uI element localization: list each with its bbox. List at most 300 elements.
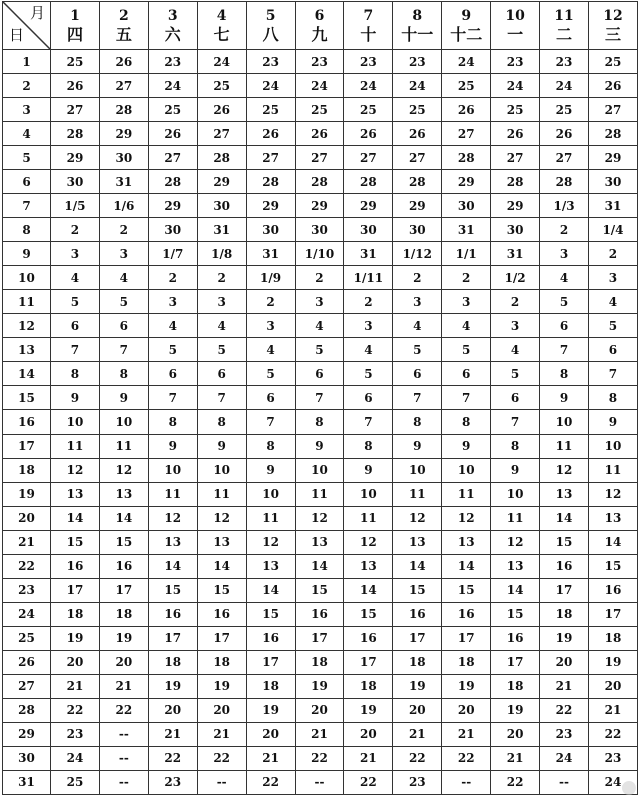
lunar-month-label: 十 bbox=[360, 24, 377, 44]
table-cell: 22 bbox=[588, 722, 637, 746]
table-cell: 29 bbox=[491, 194, 540, 218]
lunar-month-label: 三 bbox=[604, 24, 621, 44]
month-header-8 bbox=[393, 2, 442, 50]
table-cell: 2 bbox=[393, 266, 442, 290]
table-cell: 30 bbox=[197, 194, 246, 218]
table-cell: 23 bbox=[51, 722, 100, 746]
table-cell: 16 bbox=[442, 602, 491, 626]
table-cell: 28 bbox=[51, 122, 100, 146]
day-number-cell: 16 bbox=[3, 410, 51, 434]
month-number: 12 bbox=[603, 7, 623, 24]
table-cell: -- bbox=[442, 770, 491, 794]
table-cell: 12 bbox=[344, 530, 393, 554]
lunar-month-label: 四 bbox=[66, 24, 83, 44]
table-cell: 3 bbox=[491, 314, 540, 338]
day-axis-label: 日 bbox=[9, 26, 25, 44]
table-cell: 4 bbox=[99, 266, 148, 290]
table-cell: 17 bbox=[588, 602, 637, 626]
table-cell: 20 bbox=[442, 698, 491, 722]
table-cell: 26 bbox=[246, 122, 295, 146]
table-cell: 12 bbox=[51, 458, 100, 482]
table-cell: 27 bbox=[197, 122, 246, 146]
table-cell: 8 bbox=[442, 410, 491, 434]
table-cell: 28 bbox=[295, 170, 344, 194]
lunar-month-label: 六 bbox=[164, 24, 181, 44]
table-cell: 7 bbox=[442, 386, 491, 410]
table-cell: 19 bbox=[51, 626, 100, 650]
table-cell: 9 bbox=[344, 458, 393, 482]
day-number-cell: 21 bbox=[3, 530, 51, 554]
month-number: 8 bbox=[412, 7, 423, 24]
table-cell: 24 bbox=[197, 50, 246, 74]
table-cell: 1/2 bbox=[491, 266, 540, 290]
month-header-5 bbox=[246, 2, 295, 50]
table-cell: 18 bbox=[344, 674, 393, 698]
table-cell: 25 bbox=[393, 98, 442, 122]
table-cell: 16 bbox=[148, 602, 197, 626]
day-number-cell: 7 bbox=[3, 194, 51, 218]
table-row bbox=[3, 674, 638, 698]
lunar-month-label: 十一 bbox=[401, 24, 434, 44]
table-row bbox=[3, 722, 638, 746]
table-cell: 24 bbox=[540, 746, 589, 770]
table-cell: 10 bbox=[148, 458, 197, 482]
table-row bbox=[3, 506, 638, 530]
table-cell: 30 bbox=[246, 218, 295, 242]
table-cell: 15 bbox=[51, 530, 100, 554]
table-cell: 19 bbox=[540, 626, 589, 650]
table-cell: 5 bbox=[540, 290, 589, 314]
table-cell: 22 bbox=[197, 746, 246, 770]
day-number-cell: 23 bbox=[3, 578, 51, 602]
table-cell: 18 bbox=[295, 650, 344, 674]
month-header-12 bbox=[588, 2, 637, 50]
table-cell: 4 bbox=[148, 314, 197, 338]
table-cell: 3 bbox=[148, 290, 197, 314]
table-cell: 24 bbox=[540, 74, 589, 98]
table-cell: 7 bbox=[51, 338, 100, 362]
table-cell: 16 bbox=[295, 602, 344, 626]
table-cell: 26 bbox=[51, 74, 100, 98]
month-number: 1 bbox=[70, 7, 80, 24]
table-cell: 24 bbox=[148, 74, 197, 98]
table-cell: 19 bbox=[588, 650, 637, 674]
table-cell: 8 bbox=[491, 434, 540, 458]
table-cell: 10 bbox=[99, 410, 148, 434]
table-cell: 6 bbox=[295, 362, 344, 386]
table-cell: 29 bbox=[148, 194, 197, 218]
table-cell: 22 bbox=[491, 770, 540, 794]
day-number-cell: 11 bbox=[3, 290, 51, 314]
table-cell: 23 bbox=[540, 50, 589, 74]
month-header-1 bbox=[51, 2, 100, 50]
table-cell: 30 bbox=[295, 218, 344, 242]
table-cell: 17 bbox=[295, 626, 344, 650]
table-cell: 17 bbox=[148, 626, 197, 650]
lunar-month-label: 一 bbox=[507, 24, 524, 44]
table-cell: 1/10 bbox=[295, 242, 344, 266]
table-cell: 6 bbox=[393, 362, 442, 386]
table-cell: 11 bbox=[197, 482, 246, 506]
table-cell: 28 bbox=[246, 170, 295, 194]
table-cell: 31 bbox=[99, 170, 148, 194]
table-cell: 29 bbox=[197, 170, 246, 194]
table-cell: 21 bbox=[344, 746, 393, 770]
table-cell: 3 bbox=[393, 290, 442, 314]
day-number-cell: 30 bbox=[3, 746, 51, 770]
table-cell: 19 bbox=[442, 674, 491, 698]
table-cell: 11 bbox=[295, 482, 344, 506]
table-cell: 3 bbox=[344, 314, 393, 338]
table-cell: 25 bbox=[540, 98, 589, 122]
table-cell: 22 bbox=[246, 770, 295, 794]
day-number-cell: 19 bbox=[3, 482, 51, 506]
table-cell: 17 bbox=[540, 578, 589, 602]
table-cell: 3 bbox=[295, 290, 344, 314]
table-cell: 15 bbox=[148, 578, 197, 602]
table-cell: 14 bbox=[197, 554, 246, 578]
table-cell: 1/12 bbox=[393, 242, 442, 266]
table-cell: 18 bbox=[491, 674, 540, 698]
table-cell: 12 bbox=[197, 506, 246, 530]
table-cell: 26 bbox=[295, 122, 344, 146]
day-number-cell: 13 bbox=[3, 338, 51, 362]
table-cell: 4 bbox=[442, 314, 491, 338]
table-cell: 28 bbox=[442, 146, 491, 170]
table-cell: 18 bbox=[246, 674, 295, 698]
table-cell: 6 bbox=[442, 362, 491, 386]
table-cell: 31 bbox=[197, 218, 246, 242]
table-cell: 12 bbox=[148, 506, 197, 530]
month-number: 11 bbox=[554, 7, 574, 24]
table-cell: 4 bbox=[393, 314, 442, 338]
table-cell: 31 bbox=[246, 242, 295, 266]
table-cell: 29 bbox=[393, 194, 442, 218]
day-number-cell: 28 bbox=[3, 698, 51, 722]
table-cell: 26 bbox=[344, 122, 393, 146]
table-cell: 20 bbox=[540, 650, 589, 674]
table-cell: 19 bbox=[393, 674, 442, 698]
table-cell: 17 bbox=[393, 626, 442, 650]
table-cell: 23 bbox=[393, 50, 442, 74]
table-cell: 23 bbox=[588, 746, 637, 770]
table-cell: 30 bbox=[99, 146, 148, 170]
table-cell: 27 bbox=[491, 146, 540, 170]
table-cell: 8 bbox=[588, 386, 637, 410]
table-row bbox=[3, 770, 638, 794]
month-header-7 bbox=[344, 2, 393, 50]
table-cell: 9 bbox=[295, 434, 344, 458]
table-cell: 1/5 bbox=[51, 194, 100, 218]
table-cell: 15 bbox=[491, 602, 540, 626]
table-cell: 6 bbox=[99, 314, 148, 338]
table-cell: 14 bbox=[442, 554, 491, 578]
table-row bbox=[3, 74, 638, 98]
table-cell: 16 bbox=[99, 554, 148, 578]
month-number: 7 bbox=[363, 7, 374, 24]
table-cell: 7 bbox=[540, 338, 589, 362]
table-cell: 18 bbox=[540, 602, 589, 626]
calendar-table bbox=[2, 1, 638, 795]
table-cell: 31 bbox=[588, 194, 637, 218]
table-cell: 7 bbox=[197, 386, 246, 410]
table-cell: 1/3 bbox=[540, 194, 589, 218]
month-number: 3 bbox=[167, 7, 178, 24]
table-cell: -- bbox=[99, 746, 148, 770]
table-cell: 28 bbox=[344, 170, 393, 194]
lunar-month-label: 九 bbox=[311, 24, 328, 44]
table-cell: 21 bbox=[442, 722, 491, 746]
table-cell: 13 bbox=[148, 530, 197, 554]
table-cell: 24 bbox=[588, 770, 637, 794]
table-cell: 24 bbox=[51, 746, 100, 770]
table-row bbox=[3, 98, 638, 122]
table-cell: 15 bbox=[197, 578, 246, 602]
table-cell: 8 bbox=[99, 362, 148, 386]
table-cell: 5 bbox=[99, 290, 148, 314]
table-cell: 29 bbox=[99, 122, 148, 146]
table-cell: 6 bbox=[51, 314, 100, 338]
lunar-month-label: 二 bbox=[556, 24, 573, 44]
table-row bbox=[3, 386, 638, 410]
table-cell: 5 bbox=[246, 362, 295, 386]
table-cell: 14 bbox=[51, 506, 100, 530]
table-cell: 27 bbox=[442, 122, 491, 146]
table-cell: 29 bbox=[442, 170, 491, 194]
lunar-month-label: 七 bbox=[213, 24, 230, 44]
table-cell: 9 bbox=[540, 386, 589, 410]
table-cell: 25 bbox=[246, 98, 295, 122]
table-cell: 13 bbox=[344, 554, 393, 578]
table-cell: 5 bbox=[344, 362, 393, 386]
table-cell: 13 bbox=[540, 482, 589, 506]
month-header-3 bbox=[148, 2, 197, 50]
table-cell: 15 bbox=[540, 530, 589, 554]
table-cell: 18 bbox=[148, 650, 197, 674]
table-cell: 21 bbox=[197, 722, 246, 746]
table-cell: 12 bbox=[442, 506, 491, 530]
table-cell: 7 bbox=[148, 386, 197, 410]
table-cell: 22 bbox=[99, 698, 148, 722]
table-cell: 8 bbox=[393, 410, 442, 434]
table-cell: 16 bbox=[393, 602, 442, 626]
table-cell: 21 bbox=[491, 746, 540, 770]
table-cell: 11 bbox=[540, 434, 589, 458]
month-axis-label: 月 bbox=[29, 4, 45, 22]
day-number-cell: 18 bbox=[3, 458, 51, 482]
table-cell: 27 bbox=[393, 146, 442, 170]
table-cell: 6 bbox=[588, 338, 637, 362]
table-cell: 20 bbox=[491, 722, 540, 746]
table-cell: 2 bbox=[540, 218, 589, 242]
table-row bbox=[3, 266, 638, 290]
table-cell: 14 bbox=[99, 506, 148, 530]
table-cell: 28 bbox=[540, 170, 589, 194]
table-cell: 24 bbox=[393, 74, 442, 98]
table-cell: 2 bbox=[491, 290, 540, 314]
table-cell: 13 bbox=[442, 530, 491, 554]
table-cell: 25 bbox=[51, 50, 100, 74]
table-cell: 16 bbox=[246, 626, 295, 650]
table-cell: 1/9 bbox=[246, 266, 295, 290]
table-cell: 21 bbox=[148, 722, 197, 746]
month-header-6 bbox=[295, 2, 344, 50]
table-cell: 1/8 bbox=[197, 242, 246, 266]
table-cell: 9 bbox=[148, 434, 197, 458]
table-cell: 30 bbox=[393, 218, 442, 242]
table-row bbox=[3, 290, 638, 314]
table-row bbox=[3, 626, 638, 650]
table-cell: 24 bbox=[295, 74, 344, 98]
table-cell: 3 bbox=[442, 290, 491, 314]
table-cell: 1/4 bbox=[588, 218, 637, 242]
month-header-4 bbox=[197, 2, 246, 50]
table-cell: 6 bbox=[148, 362, 197, 386]
table-cell: 15 bbox=[344, 602, 393, 626]
table-cell: 13 bbox=[393, 530, 442, 554]
table-cell: 23 bbox=[246, 50, 295, 74]
table-cell: 22 bbox=[540, 698, 589, 722]
table-cell: 12 bbox=[99, 458, 148, 482]
table-cell: 26 bbox=[148, 122, 197, 146]
month-header-11 bbox=[540, 2, 589, 50]
table-cell: 13 bbox=[246, 554, 295, 578]
table-cell: 6 bbox=[540, 314, 589, 338]
table-cell: 23 bbox=[148, 770, 197, 794]
table-cell: 3 bbox=[246, 314, 295, 338]
table-cell: 19 bbox=[197, 674, 246, 698]
table-cell: 5 bbox=[442, 338, 491, 362]
table-row bbox=[3, 458, 638, 482]
table-cell: 11 bbox=[588, 458, 637, 482]
table-row bbox=[3, 698, 638, 722]
table-cell: 17 bbox=[491, 650, 540, 674]
table-cell: 25 bbox=[197, 74, 246, 98]
table-cell: 28 bbox=[148, 170, 197, 194]
table-cell: -- bbox=[540, 770, 589, 794]
table-cell: 9 bbox=[197, 434, 246, 458]
table-cell: 16 bbox=[588, 578, 637, 602]
table-cell: 5 bbox=[491, 362, 540, 386]
table-cell: 30 bbox=[588, 170, 637, 194]
table-cell: 25 bbox=[148, 98, 197, 122]
header-row bbox=[3, 2, 638, 50]
table-cell: 18 bbox=[197, 650, 246, 674]
table-cell: 31 bbox=[442, 218, 491, 242]
table-cell: 7 bbox=[491, 410, 540, 434]
day-number-cell: 29 bbox=[3, 722, 51, 746]
table-cell: 18 bbox=[442, 650, 491, 674]
day-number-cell: 22 bbox=[3, 554, 51, 578]
table-cell: 27 bbox=[344, 146, 393, 170]
table-row bbox=[3, 362, 638, 386]
table-cell: 14 bbox=[540, 506, 589, 530]
table-cell: 27 bbox=[540, 146, 589, 170]
table-cell: 23 bbox=[491, 50, 540, 74]
table-cell: 6 bbox=[197, 362, 246, 386]
table-row bbox=[3, 146, 638, 170]
table-cell: 19 bbox=[148, 674, 197, 698]
day-number-cell: 6 bbox=[3, 170, 51, 194]
table-cell: 11 bbox=[344, 506, 393, 530]
day-number-cell: 20 bbox=[3, 506, 51, 530]
table-row bbox=[3, 194, 638, 218]
table-cell: 23 bbox=[344, 50, 393, 74]
table-cell: 16 bbox=[540, 554, 589, 578]
month-number: 4 bbox=[216, 7, 227, 24]
table-cell: 13 bbox=[51, 482, 100, 506]
table-cell: 18 bbox=[588, 626, 637, 650]
table-cell: 11 bbox=[491, 506, 540, 530]
table-cell: 11 bbox=[393, 482, 442, 506]
table-cell: 13 bbox=[491, 554, 540, 578]
table-row bbox=[3, 170, 638, 194]
table-cell: 7 bbox=[344, 410, 393, 434]
day-number-cell: 4 bbox=[3, 122, 51, 146]
table-cell: 10 bbox=[588, 434, 637, 458]
table-cell: 3 bbox=[99, 242, 148, 266]
corner-header-cell bbox=[3, 2, 51, 50]
table-cell: 9 bbox=[491, 458, 540, 482]
table-cell: 13 bbox=[295, 530, 344, 554]
table-cell: 9 bbox=[99, 386, 148, 410]
table-cell: 2 bbox=[295, 266, 344, 290]
table-cell: 27 bbox=[51, 98, 100, 122]
table-cell: 25 bbox=[588, 50, 637, 74]
table-cell: 12 bbox=[295, 506, 344, 530]
table-cell: 28 bbox=[197, 146, 246, 170]
table-cell: 27 bbox=[588, 98, 637, 122]
table-cell: 7 bbox=[295, 386, 344, 410]
table-cell: 3 bbox=[51, 242, 100, 266]
table-cell: 12 bbox=[540, 458, 589, 482]
table-cell: 22 bbox=[442, 746, 491, 770]
table-cell: 7 bbox=[393, 386, 442, 410]
table-body bbox=[3, 50, 638, 795]
table-cell: 17 bbox=[51, 578, 100, 602]
table-cell: 30 bbox=[442, 194, 491, 218]
table-cell: 22 bbox=[393, 746, 442, 770]
table-cell: 20 bbox=[588, 674, 637, 698]
month-number: 2 bbox=[118, 7, 129, 24]
table-cell: 16 bbox=[491, 626, 540, 650]
table-cell: 13 bbox=[197, 530, 246, 554]
table-cell: 29 bbox=[344, 194, 393, 218]
table-cell: 17 bbox=[246, 650, 295, 674]
table-cell: 4 bbox=[344, 338, 393, 362]
table-cell: 10 bbox=[246, 482, 295, 506]
table-cell: 4 bbox=[197, 314, 246, 338]
table-cell: 3 bbox=[197, 290, 246, 314]
table-cell: 2 bbox=[344, 290, 393, 314]
table-row bbox=[3, 410, 638, 434]
table-cell: 17 bbox=[99, 578, 148, 602]
table-cell: 5 bbox=[148, 338, 197, 362]
table-cell: 5 bbox=[588, 314, 637, 338]
table-cell: 16 bbox=[51, 554, 100, 578]
table-cell: 24 bbox=[344, 74, 393, 98]
day-number-cell: 24 bbox=[3, 602, 51, 626]
table-cell: 19 bbox=[246, 698, 295, 722]
day-number-cell: 8 bbox=[3, 218, 51, 242]
table-cell: 15 bbox=[393, 578, 442, 602]
table-cell: 8 bbox=[540, 362, 589, 386]
table-cell: 29 bbox=[295, 194, 344, 218]
table-cell: 4 bbox=[51, 266, 100, 290]
table-cell: 8 bbox=[344, 434, 393, 458]
table-cell: 26 bbox=[491, 122, 540, 146]
table-cell: 11 bbox=[246, 506, 295, 530]
